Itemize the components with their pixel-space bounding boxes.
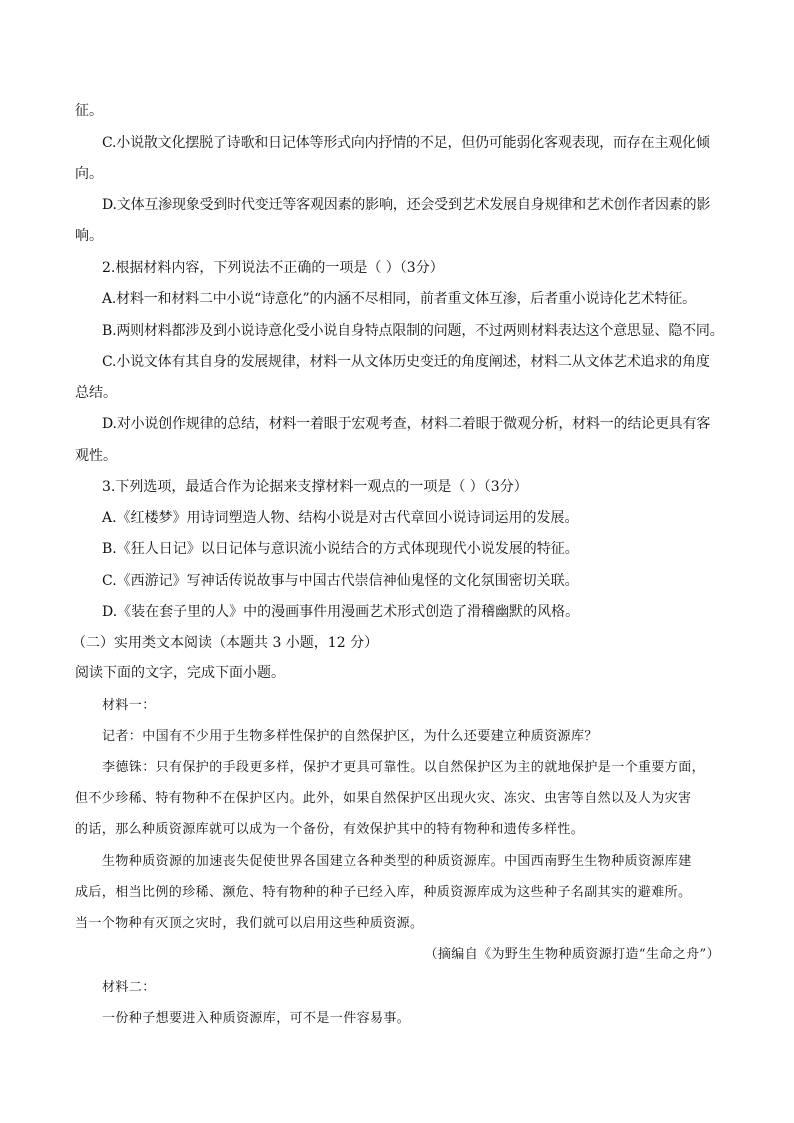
interview-answer-line: 的话，那么种质资源库就可以成为一个备份，有效保护其中的特有物种和遗传多样性。 <box>75 822 585 837</box>
question-2-option-b: B.两则材料都涉及到小说诗意化受小说自身特点限制的问题，不过两则材料表达这个意思显、隐不同。 <box>102 323 724 339</box>
text-line: 征。 <box>75 103 103 119</box>
material-1-label: 材料一： <box>102 698 156 713</box>
instruction-line: 阅读下面的文字，完成下面小题。 <box>75 665 285 681</box>
option-c-line: C.小说散文化摆脱了诗歌和日记体等形式向内抒情的不足，但仍可能弱化客观表现，而存在主观化倾 <box>102 135 710 151</box>
question-2-option-d: D.对小说创作规律的总结，材料一着眼于宏观考查，材料二着眼于微观分析，材料一的结论更具有客 <box>102 416 711 432</box>
source-citation: （摘编自《为野生生物种质资源打造“生命之舟”） <box>424 947 720 962</box>
paragraph-line: 生物种质资源的加速丧失促使世界各国建立各种类型的种质资源库。中国西南野生生物种质资源库建 <box>102 854 692 869</box>
text-line: 总结。 <box>75 385 117 401</box>
paragraph-line: 成后，相当比例的珍稀、濒危、特有物种的种子已经入库，种质资源库成为这些种子名副其实的避难所。 <box>75 885 692 900</box>
paragraph-line: 当一个物种有灭顶之灾时，我们就可以启用这些种质资源。 <box>75 916 424 931</box>
question-2-option-c: C.小说文体有其自身的发展规律，材料一从文体历史变迁的角度阐述，材料二从文体艺术追求的角度 <box>102 354 710 370</box>
text-line: 观性。 <box>75 448 117 464</box>
question-2-stem: 2.根据材料内容，下列说法不正确的一项是（ ）（3分） <box>102 260 444 276</box>
question-3-stem: 3.下列选项，最适合作为论据来支撑材料一观点的一项是（ ）（3分） <box>102 479 528 495</box>
paragraph-line: 一份种子想要进入种质资源库，可不是一件容易事。 <box>102 1011 411 1026</box>
question-3-option-a: A.《红楼梦》用诗词塑造人物、结构小说是对古代章回小说诗词运用的发展。 <box>102 510 579 526</box>
interview-answer-line: 但不少珍稀、特有物种不在保护区内。此外，如果自然保护区出现火灾、冻灾、虫害等自然以及人为灾害 <box>75 791 692 806</box>
text-line: 向。 <box>75 166 103 182</box>
question-3-option-c: C.《西游记》写神话传说故事与中国古代崇信神仙鬼怪的文化氛围密切关联。 <box>102 573 579 589</box>
text-line: 响。 <box>75 228 103 244</box>
question-3-option-b: B.《狂人日记》以日记体与意识流小说结合的方式体现现代小说发展的特征。 <box>102 541 579 557</box>
question-3-option-d: D.《装在套子里的人》中的漫画事件用漫画艺术形式创造了滑稽幽默的风格。 <box>102 604 580 620</box>
question-2-option-a: A.材料一和材料二中小说“诗意化”的内涵不尽相同，前者重文体互渗，后者重小说诗化艺术特征。 <box>102 291 696 307</box>
interview-question: 记者：中国有不少用于生物多样性保护的自然保护区，为什么还要建立种质资源库？ <box>102 729 598 744</box>
material-2-label: 材料二： <box>102 980 156 995</box>
interview-answer-line: 李德铢：只有保护的手段更多样，保护才更具可靠性。以自然保护区为主的就地保护是一个重要方面， <box>102 760 706 775</box>
option-d-line: D.文体互渗现象受到时代变迁等客观因素的影响，还会受到艺术发展自身规律和艺术创作者因素的影 <box>102 197 711 213</box>
section-heading: （二）实用类文本阅读（本题共 3 小题，12 分） <box>72 635 379 651</box>
